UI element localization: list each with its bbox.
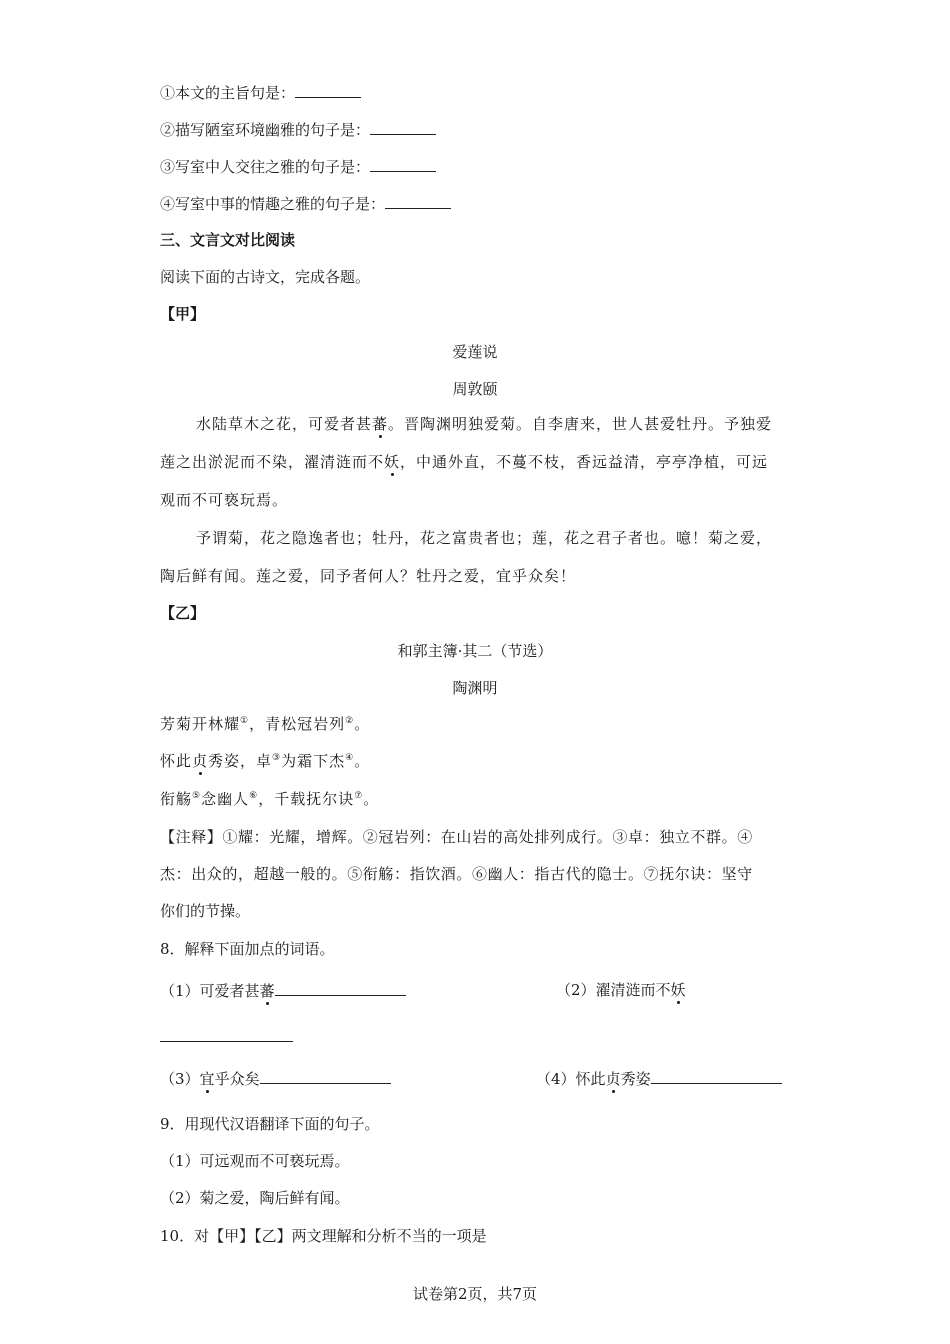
jia-paragraph-2-line-2: 陶后鲜有闻。莲之爱，同予者何人？牡丹之爱，宜乎众矣！ [160,567,577,585]
q7-item-4 [160,193,451,214]
answer-blank[interactable] [385,193,451,209]
footnote-marker: ④ [345,753,355,763]
text-span: 芳菊开林耀 [160,715,241,733]
text-span: 莲之出淤泥而不染，濯清涟而不 [160,453,385,471]
dotted-word: 贞 [192,752,209,770]
q7-item-2 [160,119,436,140]
text-span: 怀此 [160,752,193,770]
footnote-marker: ⑥ [249,791,259,801]
instruction-text: 阅读下面的古诗文，完成各题。 [160,268,371,286]
answer-blank[interactable] [160,1026,293,1042]
text-span: （4）怀此 [536,1070,606,1088]
jia-paragraph-1-line-3: 观而不可亵玩焉。 [160,491,289,509]
text-span: （2）濯清涟而不 [556,981,671,999]
answer-blank[interactable] [260,1068,391,1084]
text-span: ，青松冠岩列 [249,715,346,733]
passage-yi-author: 陶渊明 [452,679,498,697]
text-span: 秀姿，卓 [208,752,273,770]
q7-item-3 [160,156,436,177]
text-span: 乎众矣 [214,1070,260,1088]
q8-title: 8．解释下面加点的词语。 [160,940,335,958]
footnote-marker: ⑦ [354,791,364,801]
passage-yi-title: 和郭主簿·其二（节选） [397,642,553,660]
q7-item-2-text: ②描写陋室环境幽雅的句子是： [160,121,371,139]
dotted-word: 贞 [605,1070,621,1088]
q8-item-4 [536,1068,782,1089]
footnote-marker: ⑤ [192,791,202,801]
notes-line-2: 杰：出众的，超越一般的。⑤衔觞：指饮酒。⑥幽人：指古代的隐士。⑦抚尔诀：坚守 [160,865,753,883]
q9-title: 9．用现代汉语翻译下面的句子。 [160,1115,380,1133]
passage-jia-label: 【甲】 [160,305,206,323]
text-span: （1）可爱者甚 [160,982,260,1000]
q8-item-3 [160,1068,391,1089]
q9-item-1: （1）可远观而不可亵玩焉。 [160,1152,350,1170]
q7-item-1 [160,82,361,103]
section-title: 三、文言文对比阅读 [160,231,296,249]
poem-line-3 [160,789,379,809]
text-span: ，千载抚尔诀 [258,790,355,808]
text-span: 水陆草木之花，可爱者甚 [196,415,373,433]
dotted-word: 蕃 [259,982,275,1000]
q8-item-2-blank-line [160,1026,293,1047]
poem-line-2 [160,751,370,771]
dotted-word: 妖 [670,981,686,999]
text-span: 念幽人 [201,790,250,808]
footnote-marker: ③ [272,753,282,763]
text-span: （3） [160,1070,200,1088]
answer-blank[interactable] [370,119,436,135]
text-span: 为霜下杰 [281,752,346,770]
q9-item-2: （2）菊之爱，陶后鲜有闻。 [160,1189,350,1207]
text-span: 。 [354,752,371,770]
q10-title: 10．对【甲】【乙】两文理解和分析不当的一项是 [160,1227,487,1245]
jia-paragraph-2-line-1: 予谓菊，花之隐逸者也；牡丹，花之富贵者也；莲，花之君子者也。噫！菊之爱， [196,529,773,547]
footnote-marker: ② [345,716,355,726]
answer-blank[interactable] [295,82,361,98]
notes-line-3: 你们的节操。 [160,902,251,920]
dotted-word: 宜 [199,1070,215,1088]
q7-item-1-text: ①本文的主旨句是： [160,84,296,102]
q8-item-1 [160,980,406,1001]
q7-item-3-text: ③写室中人交往之雅的句子是： [160,158,371,176]
footnote-marker: ① [240,716,250,726]
text-span: 衔觞 [160,790,193,808]
q8-item-2 [556,980,686,1000]
text-span: 。 [354,715,371,733]
jia-paragraph-1-line-1 [196,414,772,434]
passage-jia-author: 周敦颐 [452,380,498,398]
answer-blank[interactable] [275,980,406,996]
text-span: 秀姿 [620,1070,651,1088]
q7-item-4-text: ④写室中事的情趣之雅的句子是： [160,195,386,213]
dotted-word: 妖 [384,453,401,471]
poem-line-1 [160,714,370,734]
answer-blank[interactable] [651,1068,782,1084]
notes-line-1: 【注释】①耀：光耀，增辉。②冠岩列：在山岩的高处排列成行。③卓：独立不群。④ [160,828,753,846]
jia-paragraph-1-line-2 [160,452,768,472]
text-span: 。 [363,790,380,808]
text-span: ，中通外直，不蔓不枝，香远益清，亭亭净植，可远 [400,453,769,471]
page-footer: 试卷第2页，共7页 [412,1285,538,1303]
dotted-word: 蕃 [372,415,389,433]
text-span: 。晋陶渊明独爱菊。自李唐来，世人甚爱牡丹。予独爱 [388,415,773,433]
answer-blank[interactable] [370,156,436,172]
passage-yi-label: 【乙】 [160,604,206,622]
passage-jia-title: 爱莲说 [452,343,498,361]
